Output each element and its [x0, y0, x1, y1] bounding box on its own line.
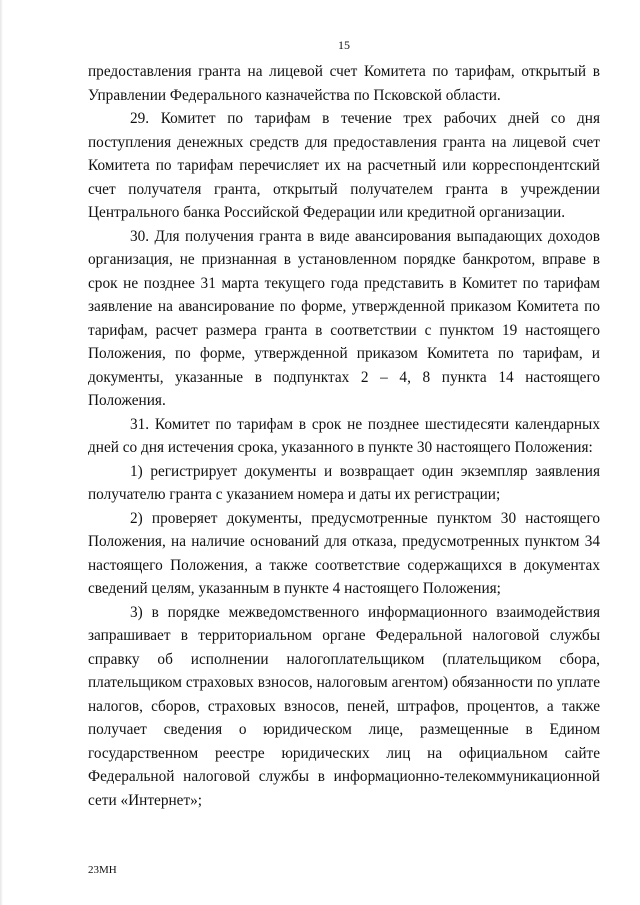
paragraph-continuation: предоставления гранта на лицевой счет Комитета по тарифам, открытый в Управлении Федерального казначейства по Псковской области. [88, 63, 600, 104]
paragraph-31-item-3: 3) в порядке межведомственного информационного взаимодействия запрашивает в территориальном органе Федеральной налоговой службы справку об исполнении налогоплательщиком (плательщиком сбора, плательщиком страховых взносов, налоговым агентом) обязанности по уплате налогов, сборов, страховых взносов, пеней, штрафов, процентов, а также получает сведения о юридическом лице, размещенные в Едином государственном реестре юридических лиц на официальном сайте Федеральной налоговой службы в информационно-телекоммуникационной сети «Интернет»; [88, 603, 600, 809]
page-number: 15 [338, 38, 350, 52]
paragraph-29: 29. Комитет по тарифам в течение трех рабочих дней со дня поступления денежных средств для предоставления гранта на лицевой счет Комитета по тарифам перечисляет их на расчетный или корреспондентский счет получателя гранта, открытый получателем гранта в учреждении Центрального банка Российской Федерации или кредитной организации. [88, 110, 600, 221]
paragraph-31-item-1: 1) регистрирует документы и возвращает один экземпляр заявления получателю гранта с указанием номера и даты их регистрации; [88, 462, 600, 503]
paragraph-31: 31. Комитет по тарифам в срок не позднее шестидесяти календарных дней со дня истечения срока, указанного в пункте 30 настоящего Положения: [88, 415, 600, 456]
scan-edge-shadow [0, 0, 3, 905]
paragraph-30: 30. Для получения гранта в виде авансирования выпадающих доходов организация, не признанная в установленном порядке банкротом, вправе в срок не позднее 31 марта текущего года представить в Комитет по тарифам заявление на авансирование по форме, утвержденной приказом Комитета по тарифам, расчет размера гранта в соответствии с пунктом 19 настоящего Положения, по форме, утвержденной приказом Комитета по тарифам, и документы, указанные в подпунктах 2 – 4, 8 пункта 14 настоящего Положения. [88, 227, 600, 409]
document-body [88, 60, 600, 812]
paragraph-31-item-2: 2) проверяет документы, предусмотренные пунктом 30 настоящего Положения, на наличие оснований для отказа, предусмотренных пунктом 34 настоящего Положения, а также соответствие содержащихся в документах сведений целям, указанным в пункте 4 настоящего Положения; [88, 509, 600, 597]
footer-document-code: 23МН [88, 864, 117, 876]
